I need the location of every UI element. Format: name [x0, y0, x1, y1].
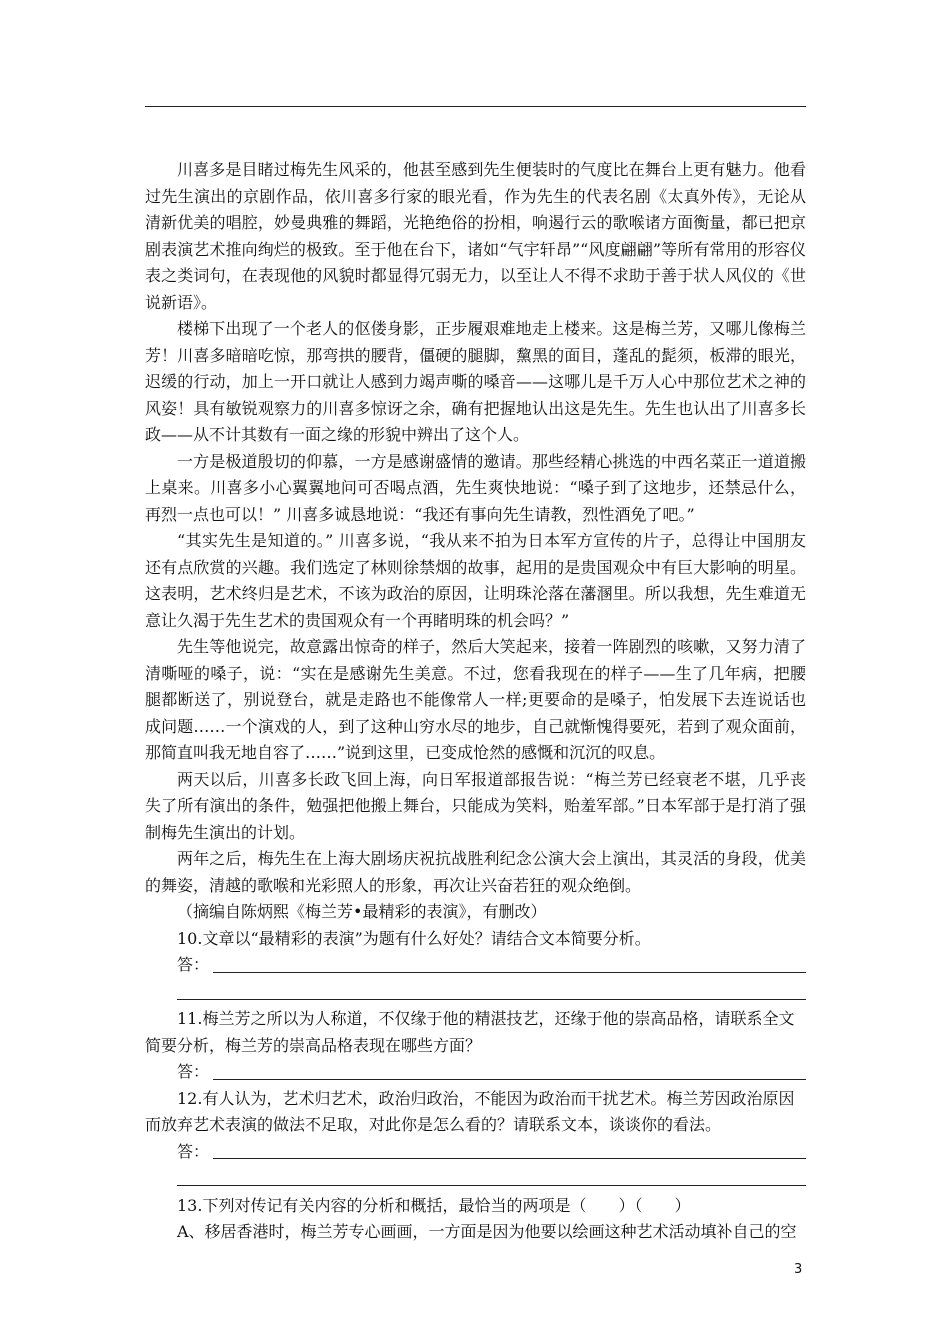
answer-label-10: 答： [177, 955, 210, 974]
paragraph-7: 两年之后，梅先生在上海大剧场庆祝抗战胜利纪念公演大会上演出，其灵活的身段，优美的舞姿，清越的歌喉和光彩照人的形象，再次让兴奋若狂的观众绝倒。 [145, 849, 806, 895]
question-13: 13.下列对传记有关内容的分析和概括，最恰当的两项是（ ）（ ） [177, 1195, 691, 1215]
answer-line-10[interactable] [213, 972, 806, 973]
answer-row-11 [145, 1059, 806, 1086]
paragraph-1: 川喜多是目睹过梅先生风采的，他甚至感到先生便装时的气度比在舞台上更有魅力。他看过先生演出的京剧作品，依川喜多行家的眼光看，作为先生的代表名剧《太真外传》，无论从清新优美的唱腔，妙曼典雅的舞蹈，光艳绝俗的扮相，响遏行云的歌喉诸方面衡量，都已把京剧表演艺术推向绚烂的极致。至于他在台下，诸如“气宇轩昂”“风度翩翩”等所有常用的形容仪表之类词句，在表现他的风貌时都显得冗弱无力，以至让人不得不求助于善于状人风仪的《世说新语》。 [145, 160, 806, 312]
page-number: 3 [794, 1262, 803, 1277]
question-11: 11.梅兰芳之所以为人称道，不仅缘于他的精湛技艺，还缘于他的崇高品格，请联系全文简要分析，梅兰芳的崇高品格表现在哪些方面？ [145, 1009, 795, 1055]
question-12: 12.有人认为，艺术归艺术，政治归政治，不能因为政治而干扰艺术。梅兰芳因政治原因而放弃艺术表演的做法不足取，对此你是怎么看的？请联系文本，谈谈你的看法。 [145, 1088, 795, 1134]
paragraph-5: 先生等他说完，故意露出惊奇的样子，然后大笑起来，接着一阵剧烈的咳嗽，又努力清了清嘶哑的嗓子，说：“实在是感谢先生美意。不过，您看我现在的样子——生了几年病，把腰腿都断送了，别说登台，就是走路也不能像常人一样;更要命的是嗓子，怕发展下去连说话也成问题……一个演戏的人，到了这种山穷水尽的地步，自己就惭愧得要死，若到了观众面前，那简直叫我无地自容了……”说到这里，已变成怆然的感慨和沉沉的叹息。 [145, 637, 806, 762]
paragraph-3: 一方是极道殷切的仰慕，一方是感谢盛情的邀请。那些经精心挑选的中西名菜正一道道搬上桌来。川喜多小心翼翼地问可否喝点酒，先生爽快地说：“嗓子到了这地步，还禁忌什么，再烈一点也可以！” 川喜多诚恳地说：“我还有事向先生请教，烈性酒免了吧。” [145, 451, 806, 524]
document-body [145, 157, 806, 1246]
answer-line-12b[interactable] [177, 1165, 806, 1186]
paragraph-2: 楼梯下出现了一个老人的伛偻身影，正步履艰难地走上楼来。这是梅兰芳，又哪儿像梅兰芳！川喜多暗暗吃惊，那弯拱的腰背，僵硬的腿脚，黧黑的面目，蓬乱的髭须，板滞的眼光，迟缓的行动，加上一开口就让人感到力竭声嘶的嗓音——这哪儿是千万人心中那位艺术之神的风姿！具有敏锐观察力的川喜多惊讶之余，确有把握地认出这是先生。先生也认出了川喜多长政——从不计其数有一面之缘的形貌中辨出了这个人。 [145, 319, 806, 444]
option-a: A、移居香港时，梅兰芳专心画画，一方面是因为他要以绘画这种艺术活动填补自己的空 [177, 1222, 797, 1241]
question-10: 10.文章以“最精彩的表演”为题有什么好处？请结合文本简要分析。 [177, 928, 651, 948]
paragraph-6: 两天以后，川喜多长政飞回上海，向日军报道部报告说：“梅兰芳已经衰老不堪，几乎丧失了所有演出的条件，勉强把他搬上舞台，只能成为笑料，贻羞军部。”日本军部于是打消了强制梅先生演出的计划。 [145, 769, 806, 842]
answer-label-12: 答： [177, 1141, 210, 1161]
header-rule [145, 106, 806, 107]
answer-line-12[interactable] [213, 1158, 806, 1159]
answer-row-12 [145, 1139, 806, 1166]
answer-row-10 [145, 952, 806, 979]
paragraph-4: “其实先生是知道的。” 川喜多说，“我从来不拍为日本军方宣传的片子，总得让中国朋友还有点欣赏的兴趣。我们选定了林则徐禁烟的故事，起用的是贵国观众中有巨大影响的明星。这表明，艺术终归是艺术，不该为政治的原因，让明珠沦落在藩溷里。所以我想，先生难道无意让久渴于先生艺术的贵国观众有一个再睹明珠的机会吗？” [145, 531, 806, 630]
source-note: （摘编自陈炳熙《梅兰芳•最精彩的表演》，有删改） [177, 902, 547, 921]
answer-line-10b[interactable] [177, 979, 806, 1000]
answer-label-11: 答： [177, 1062, 210, 1081]
answer-line-11[interactable] [213, 1079, 806, 1080]
